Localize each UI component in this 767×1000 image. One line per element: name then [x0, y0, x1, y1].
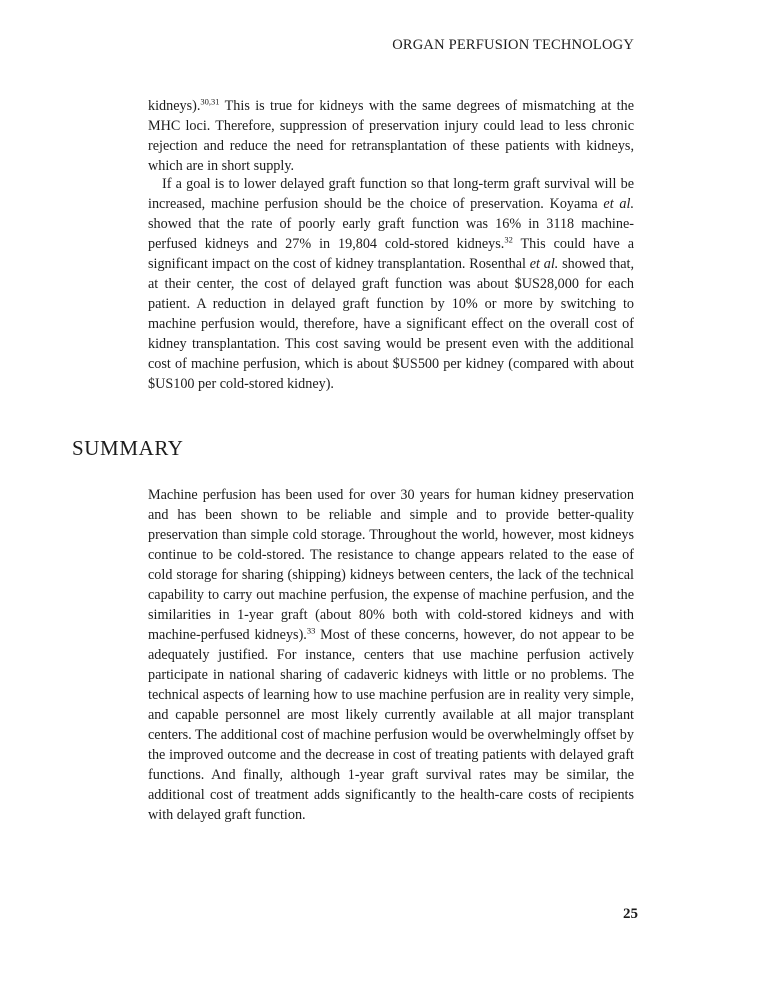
continued-paragraph [148, 96, 634, 176]
reference-superscript: 33 [306, 625, 316, 636]
body-paragraph [148, 174, 634, 394]
page-number: 25 [623, 906, 638, 922]
paragraph-text [148, 485, 634, 825]
text-run: Most of these concerns, however, do not appear to be adequately justified. For instance, centers that use machine perfusion actively participate in national sharing of cadaveric kidneys with little or no problems. The technical aspects of learning how to use machine perfusion are in reality very simple, and capable personnel are most likely currently available at all major transplant centers. The additional cost of machine perfusion would be overwhelmingly offset by the improved outcome and the decrease in cost of treating patients with delayed graft functions. And finally, although 1-year graft survival rates may be similar, the additional cost of treatment adds significantly to the health-care costs of recipients with delayed graft function. [148, 627, 634, 823]
text-run: This could have a significant impact on the cost of kidney transplantation. Rosenthal [148, 236, 634, 272]
summary-paragraph [148, 485, 634, 825]
reference-superscript: 32 [504, 234, 513, 245]
text-run: Machine perfusion has been used for over 30 years for human kidney preservation and has been shown to be reliable and simple and to provide better-quality preservation than simple cold storage. Throughout the world, however, most kidneys continue to be cold-stored. The resistance to change appears related to the ease of cold storage for sharing (shipping) kidneys between centers, the lack of the technical capability to carry out machine perfusion, the expense of machine perfusion, and the similarities in 1-year graft (about 80% both with cold-stored kidneys and with machine-perfused kidneys). [148, 487, 634, 643]
et-al-italic: et al. [529, 256, 559, 272]
text-run: If a goal is to lower delayed graft function so that long-term graft survival will be increased, machine perfusion should be the choice of preservation. Koyama [148, 176, 634, 212]
text-run: kidneys). [148, 98, 201, 114]
text-run: showed that, at their center, the cost of delayed graft function was about $US28,000 for each patient. A reduction in delayed graft function by 10% or more by switching to machine perfusion would, therefore, have a significant effect on the overall cost of kidney transplantation. This cost saving would be present even with the additional cost of machine perfusion, which is about $US500 per kidney (compared with about $US100 per cold-stored kidney). [148, 256, 635, 392]
running-header: ORGAN PERFUSION TECHNOLOGY [392, 37, 634, 53]
paragraph-text [148, 174, 634, 394]
et-al-italic: et al. [603, 196, 634, 212]
reference-superscript: 30,31 [200, 96, 220, 107]
text-run: This is true for kidneys with the same degrees of mismatching at the MHC loci. Therefore, suppression of preservation injury could lead to less chronic rejection and reduce the need for retransplantation of these patients with kidneys, which are in short supply. [148, 98, 634, 174]
section-heading: SUMMARY [72, 436, 184, 460]
paragraph-text [148, 96, 634, 176]
text-run: showed that the rate of poorly early graft function was 16% in 3118 machine-perfused kidneys and 27% in 19,804 cold-stored kidneys. [148, 216, 634, 252]
